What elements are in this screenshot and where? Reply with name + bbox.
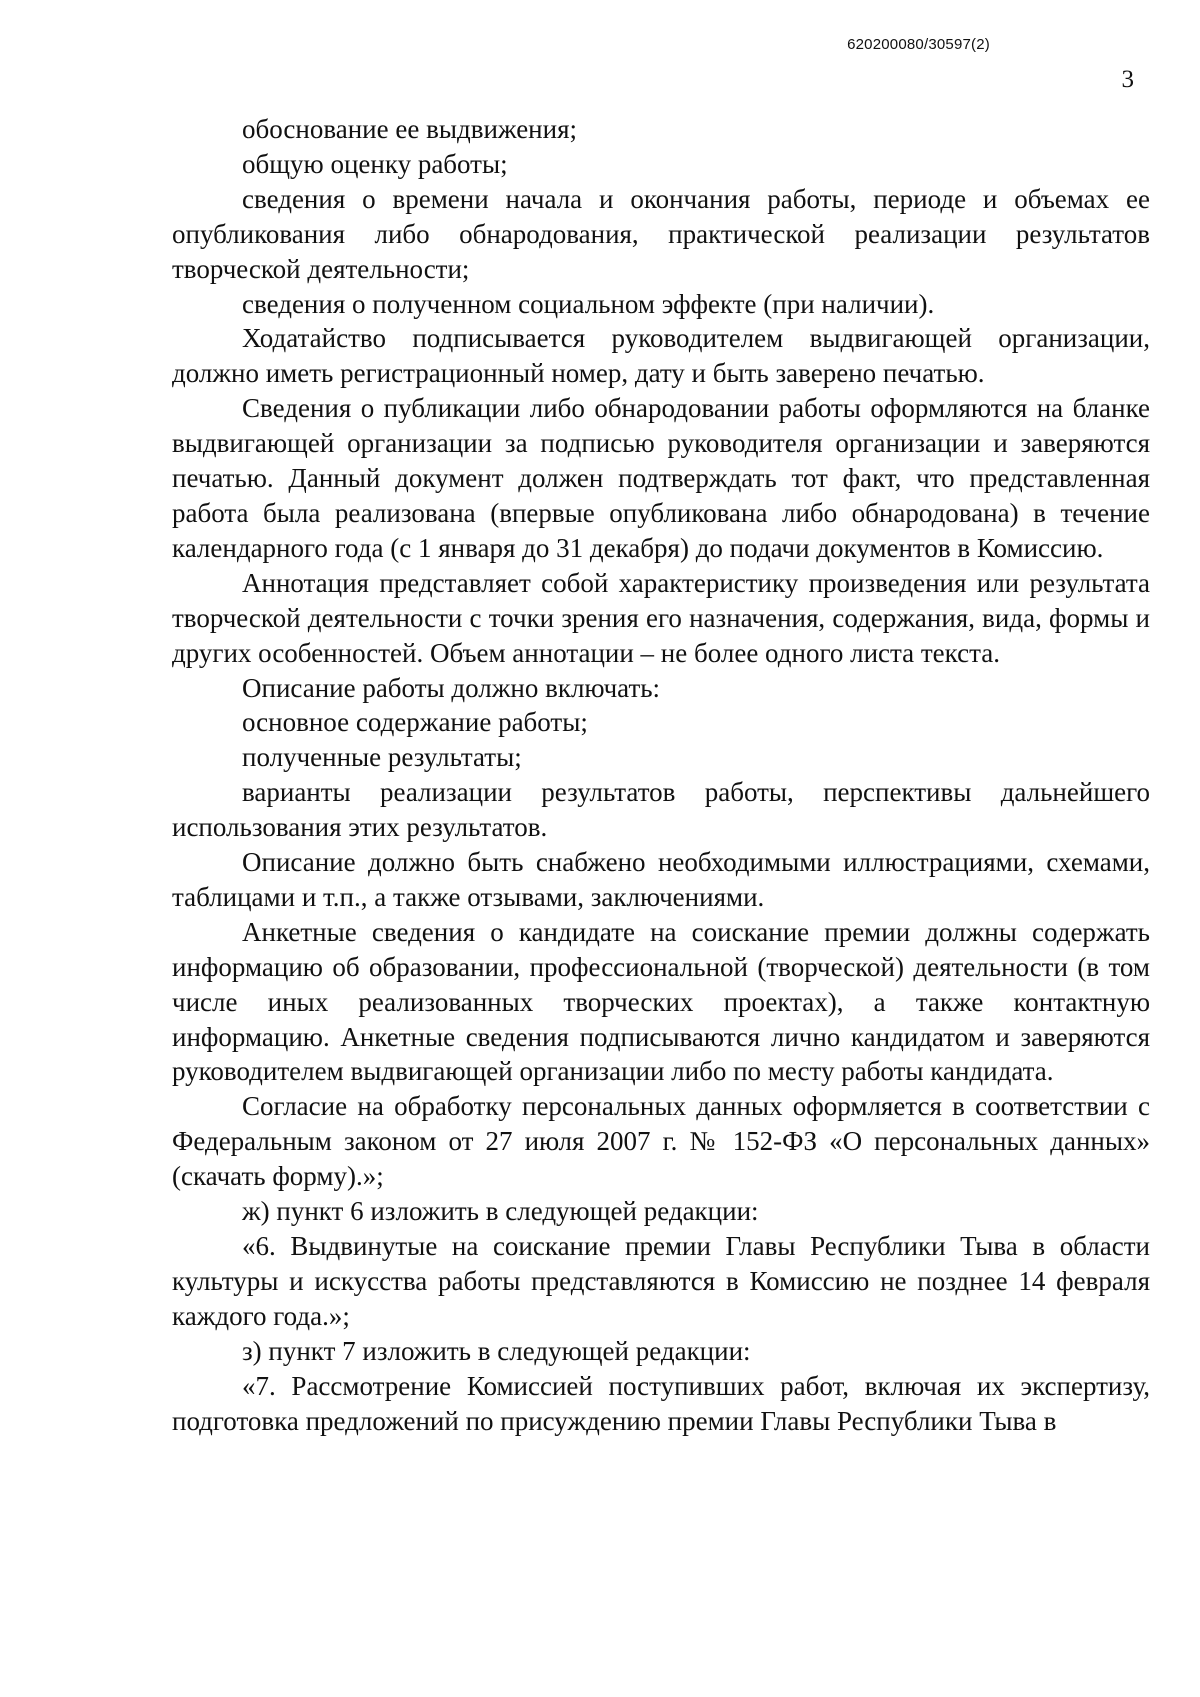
paragraph: сведения о времени начала и окончания работы, периоде и объемах ее опубликования либо обнародования, практической реализации результатов творческой деятельности; — [172, 183, 1150, 284]
paragraph: Описание работы должно включать: — [242, 672, 661, 703]
paragraph: Аннотация представляет собой характеристику произведения или результата творческой деятельности с точки зрения его назначения, содержания, вида, формы и других особенностей. Объем аннотации – не более одного листа текста. — [172, 567, 1150, 668]
paragraph: ж) пункт 6 изложить в следующей редакции: — [242, 1196, 759, 1227]
paragraph: Анкетные сведения о кандидате на соискание премии должны содержать информацию об образовании, профессиональной (творческой) деятельности (в том числе иных реализованных творческих проектах), а также контактную информацию. Анкетные сведения подписываются лично кандидатом и заверяются руководителем выдвигающей организации либо по месту работы кандидата. — [172, 916, 1150, 1087]
paragraph: Согласие на обработку персональных данных оформляется в соответствии с Федеральным законом от 27 июля 2007 г. № 152-ФЗ «О персональных данных» (скачать форму).»; — [172, 1091, 1150, 1192]
document-body — [172, 112, 1150, 1438]
paragraph: основное содержание работы; — [242, 707, 588, 738]
paragraph: «6. Выдвинутые на соискание премии Главы Республики Тыва в области культуры и искусства работы представляются в Комиссию не позднее 14 февраля каждого года.»; — [172, 1231, 1150, 1331]
paragraph: обоснование ее выдвижения; — [242, 114, 577, 144]
paragraph: варианты реализации результатов работы, перспективы дальнейшего использования этих результатов. — [172, 777, 1150, 843]
paragraph: Ходатайство подписывается руководителем выдвигающей организации, должно иметь регистрационный номер, дату и быть заверено печатью. — [172, 323, 1150, 389]
paragraph: «7. Рассмотрение Комиссией поступивших работ, включая их экспертизу, подготовка предложений по присуждению премии Главы Республики Тыва в — [172, 1370, 1150, 1436]
paragraph: Описание должно быть снабжено необходимыми иллюстрациями, схемами, таблицами и т.п., а также отзывами, заключениями. — [172, 847, 1150, 912]
paragraph: Сведения о публикации либо обнародовании работы оформляются на бланке выдвигающей организации за подписью руководителя организации и заверяются печатью. Данный документ должен подтверждать тот факт, что представленная работа была реализована (впервые опубликована либо обнародована) в течение календарного года (с 1 января до 31 декабря) до подачи документов в Комиссию. — [172, 393, 1150, 563]
paragraph: общую оценку работы; — [242, 148, 508, 179]
page-number: 3 — [1121, 66, 1134, 93]
document-id: 620200080/30597(2) — [847, 36, 990, 53]
paragraph: полученные результаты; — [242, 742, 522, 773]
paragraph: з) пункт 7 изложить в следующей редакции: — [242, 1335, 751, 1366]
paragraph: сведения о полученном социальном эффекте (при наличии). — [242, 288, 935, 319]
